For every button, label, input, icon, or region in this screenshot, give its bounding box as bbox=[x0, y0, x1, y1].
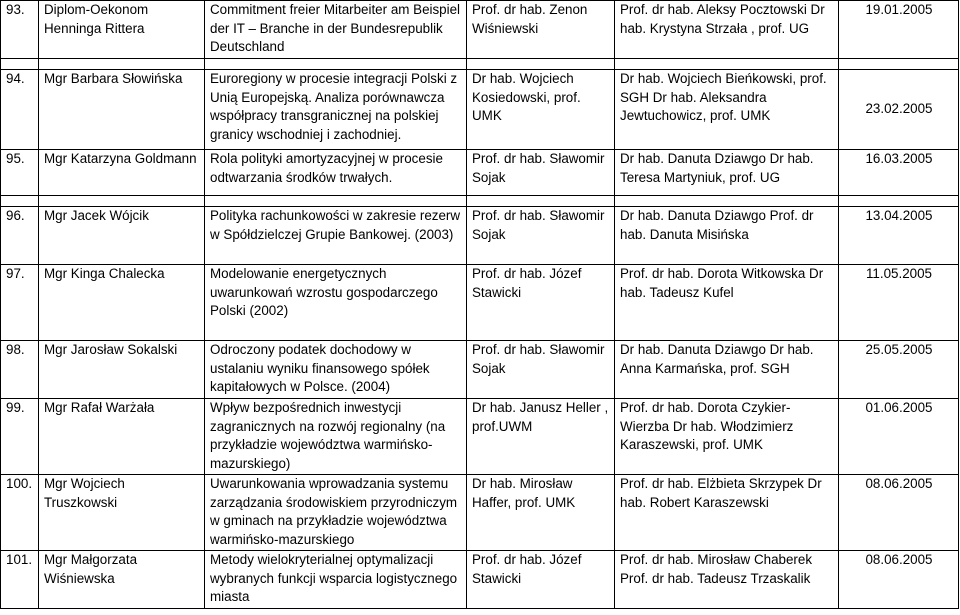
author-cell: Mgr Kinga Chalecka bbox=[39, 265, 205, 341]
topic-cell: Modelowanie energetycznych uwarunkowań wzrostu gospodarczego Polski (2002) bbox=[205, 265, 467, 341]
reviewers-cell: Dr hab. Wojciech Bieńkowski, prof. SGH Dr hab. Aleksandra Jewtuchowicz, prof. UMK bbox=[615, 70, 839, 150]
author-cell: Mgr Barbara Słowińska bbox=[39, 70, 205, 150]
author-cell: Mgr Rafał Warżała bbox=[39, 399, 205, 475]
promoter-cell: Dr hab. Mirosław Haffer, prof. UMK bbox=[467, 475, 615, 551]
topic-cell: Polityka rachunkowości w zakresie rezerw w Spółdzielczej Grupie Bankowej. (2003) bbox=[205, 207, 467, 265]
row-number: 94. bbox=[1, 70, 39, 150]
document-title bbox=[0, 0, 1, 1]
defense-date: 19.01.2005 bbox=[839, 1, 959, 59]
reviewers-cell: Dr hab. Danuta Dziawgo Dr hab. Anna Karmańska, prof. SGH bbox=[615, 341, 839, 399]
defense-date: 23.02.2005 bbox=[839, 70, 959, 150]
defense-date: 08.06.2005 bbox=[839, 475, 959, 551]
promoter-cell: Dr hab. Janusz Heller , prof.UWM bbox=[467, 399, 615, 475]
topic-cell: Uwarunkowania wprowadzania systemu zarządzania środowiskiem przyrodniczym w gminach na przykładzie województwa warmińsko-mazurskiego bbox=[205, 475, 467, 551]
promoter-cell: Prof. dr hab. Sławomir Sojak bbox=[467, 341, 615, 399]
row-spacer bbox=[1, 59, 959, 70]
row-number: 101. bbox=[1, 551, 39, 609]
reviewers-cell: Prof. dr hab. Mirosław Chaberek Prof. dr hab. Tadeusz Trzaskalik bbox=[615, 551, 839, 609]
row-number: 95. bbox=[1, 150, 39, 196]
author-cell: Mgr Wojciech Truszkowski bbox=[39, 475, 205, 551]
topic-cell: Euroregiony w procesie integracji Polski z Unią Europejską. Analiza porównawcza współpracy transgranicznej na polskiej granicy wschodniej i zachodniej. bbox=[205, 70, 467, 150]
row-spacer bbox=[1, 196, 959, 207]
reviewers-cell: Prof. dr hab. Elżbieta Skrzypek Dr hab. Robert Karaszewski bbox=[615, 475, 839, 551]
reviewers-cell: Prof. dr hab. Aleksy Pocztowski Dr hab. Krystyna Strzała , prof. UG bbox=[615, 1, 839, 59]
topic-cell: Wpływ bezpośrednich inwestycji zagranicznych na rozwój regionalny (na przykładzie województwa warmińsko-mazurskiego) bbox=[205, 399, 467, 475]
table-row bbox=[1, 341, 959, 399]
promoter-cell: Prof. dr hab. Sławomir Sojak bbox=[467, 207, 615, 265]
row-number: 96. bbox=[1, 207, 39, 265]
author-cell: Mgr Katarzyna Goldmann bbox=[39, 150, 205, 196]
defense-date: 16.03.2005 bbox=[839, 150, 959, 196]
defense-date: 08.06.2005 bbox=[839, 551, 959, 609]
reviewers-cell: Prof. dr hab. Dorota Witkowska Dr hab. Tadeusz Kufel bbox=[615, 265, 839, 341]
promoter-cell: Prof. dr hab. Józef Stawicki bbox=[467, 551, 615, 609]
table-row bbox=[1, 1, 959, 59]
reviewers-cell: Prof. dr hab. Dorota Czykier-Wierzba Dr hab. Włodzimierz Karaszewski, prof. UMK bbox=[615, 399, 839, 475]
table-row bbox=[1, 551, 959, 609]
topic-cell: Rola polityki amortyzacyjnej w procesie odtwarzania środków trwałych. bbox=[205, 150, 467, 196]
defense-date: 11.05.2005 bbox=[839, 265, 959, 341]
defense-date: 01.06.2005 bbox=[839, 399, 959, 475]
author-cell: Mgr Jacek Wójcik bbox=[39, 207, 205, 265]
reviewers-cell: Dr hab. Danuta Dziawgo Dr hab. Teresa Martyniuk, prof. UG bbox=[615, 150, 839, 196]
topic-cell: Commitment freier Mitarbeiter am Beispiel der IT – Branche in der Bundesrepublik Deutschland bbox=[205, 1, 467, 59]
promoter-cell: Prof. dr hab. Sławomir Sojak bbox=[467, 150, 615, 196]
table-row bbox=[1, 265, 959, 341]
table-row bbox=[1, 399, 959, 475]
author-cell: Diplom-Oekonom Henninga Rittera bbox=[39, 1, 205, 59]
row-number: 98. bbox=[1, 341, 39, 399]
row-number: 93. bbox=[1, 1, 39, 59]
defense-date: 13.04.2005 bbox=[839, 207, 959, 265]
table-row bbox=[1, 475, 959, 551]
topic-cell: Odroczony podatek dochodowy w ustalaniu wyniku finansowego spółek kapitałowych w Polsce. (2004) bbox=[205, 341, 467, 399]
table-row bbox=[1, 150, 959, 196]
promoter-cell: Dr hab. Wojciech Kosiedowski, prof. UMK bbox=[467, 70, 615, 150]
author-cell: Mgr Małgorzata Wiśniewska bbox=[39, 551, 205, 609]
promoter-cell: Prof. dr hab. Zenon Wiśniewski bbox=[467, 1, 615, 59]
row-number: 97. bbox=[1, 265, 39, 341]
reviewers-cell: Dr hab. Danuta Dziawgo Prof. dr hab. Danuta Misińska bbox=[615, 207, 839, 265]
table-row bbox=[1, 207, 959, 265]
author-cell: Mgr Jarosław Sokalski bbox=[39, 341, 205, 399]
table-row bbox=[1, 70, 959, 150]
topic-cell: Metody wielokryterialnej optymalizacji wybranych funkcji wsparcia logistycznego miasta bbox=[205, 551, 467, 609]
promoter-cell: Prof. dr hab. Józef Stawicki bbox=[467, 265, 615, 341]
defense-date: 25.05.2005 bbox=[839, 341, 959, 399]
row-number: 100. bbox=[1, 475, 39, 551]
row-number: 99. bbox=[1, 399, 39, 475]
